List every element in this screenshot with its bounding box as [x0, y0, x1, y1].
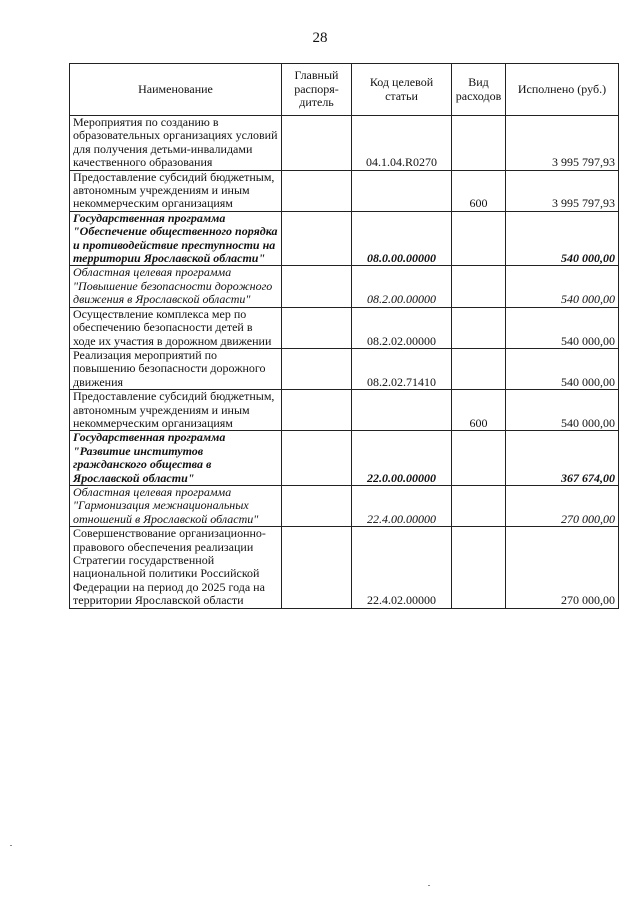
cell-code: 22.4.00.00000: [352, 485, 452, 526]
cell-amount: 367 674,00: [506, 431, 619, 486]
cell-code: 08.2.02.00000: [352, 307, 452, 348]
cell-kind: [452, 307, 506, 348]
cell-amount: 270 000,00: [506, 485, 619, 526]
cell-kind: [452, 431, 506, 486]
cell-code: 22.0.00.00000: [352, 431, 452, 486]
cell-manager: [282, 485, 352, 526]
cell-name: Совершенствование организационно-правового обеспечения реализации Стратегии государственной национальной политики Российской Федерации на период до 2025 года на территории Ярославской области: [70, 527, 282, 608]
cell-name: Областная целевая программа "Повышение безопасности дорожного движения в Ярославской области": [70, 266, 282, 307]
cell-amount: 540 000,00: [506, 307, 619, 348]
cell-code: 08.2.00.00000: [352, 266, 452, 307]
cell-code: 22.4.02.00000: [352, 527, 452, 608]
table-row: [70, 266, 619, 307]
header-manager: Главный распоря-дитель: [282, 64, 352, 116]
table-body: [70, 116, 619, 609]
cell-manager: [282, 170, 352, 211]
table-row: [70, 485, 619, 526]
cell-code: 04.1.04.R0270: [352, 116, 452, 171]
cell-name: Областная целевая программа "Гармонизация межнациональных отношений в Ярославской области": [70, 485, 282, 526]
cell-code: 08.0.00.00000: [352, 211, 452, 266]
cell-kind: [452, 211, 506, 266]
cell-name: Государственная программа "Развитие институтов гражданского общества в Ярославской области": [70, 431, 282, 486]
cell-code: 08.2.02.71410: [352, 348, 452, 389]
cell-manager: [282, 348, 352, 389]
table-row: [70, 431, 619, 486]
cell-name: Осуществление комплекса мер по обеспечению безопасности детей в ходе их участия в дорожном движении: [70, 307, 282, 348]
cell-manager: [282, 307, 352, 348]
table-row: [70, 211, 619, 266]
cell-kind: [452, 527, 506, 608]
table-row: [70, 307, 619, 348]
cell-code: [352, 390, 452, 431]
page-number: 28: [312, 30, 328, 46]
cell-manager: [282, 211, 352, 266]
cell-name: Предоставление субсидий бюджетным, автономным учреждениям и иным некоммерческим организациям: [70, 390, 282, 431]
cell-manager: [282, 116, 352, 171]
scan-speck: [10, 845, 12, 846]
cell-amount: 540 000,00: [506, 266, 619, 307]
cell-name: Предоставление субсидий бюджетным, автономным учреждениям и иным некоммерческим организациям: [70, 170, 282, 211]
cell-code: [352, 170, 452, 211]
cell-name: Реализация мероприятий по повышению безопасности дорожного движения: [70, 348, 282, 389]
cell-kind: [452, 348, 506, 389]
cell-amount: 540 000,00: [506, 348, 619, 389]
cell-amount: 3 995 797,93: [506, 116, 619, 171]
cell-name: Государственная программа "Обеспечение общественного порядка и противодействие преступности на территории Ярославской области": [70, 211, 282, 266]
header-name: Наименование: [70, 64, 282, 116]
cell-manager: [282, 431, 352, 486]
cell-kind: [452, 266, 506, 307]
cell-kind: [452, 116, 506, 171]
cell-amount: 270 000,00: [506, 527, 619, 608]
cell-amount: 540 000,00: [506, 211, 619, 266]
cell-amount: 540 000,00: [506, 390, 619, 431]
cell-manager: [282, 390, 352, 431]
header-kind: Вид расходов: [452, 64, 506, 116]
cell-kind: [452, 485, 506, 526]
cell-amount: 3 995 797,93: [506, 170, 619, 211]
table-row: [70, 348, 619, 389]
table-row: [70, 390, 619, 431]
table-header-row: [70, 64, 619, 116]
cell-manager: [282, 266, 352, 307]
header-amount: Исполнено (руб.): [506, 64, 619, 116]
expenditure-table: [69, 63, 619, 609]
cell-manager: [282, 527, 352, 608]
table-row: [70, 116, 619, 171]
table-row: [70, 527, 619, 608]
cell-kind: 600: [452, 170, 506, 211]
header-code: Код целевой статьи: [352, 64, 452, 116]
scan-speck: [428, 885, 430, 886]
table-row: [70, 170, 619, 211]
cell-name: Мероприятия по созданию в образовательных организациях условий для получения детьми-инвалидами качественного образования: [70, 116, 282, 171]
cell-kind: 600: [452, 390, 506, 431]
